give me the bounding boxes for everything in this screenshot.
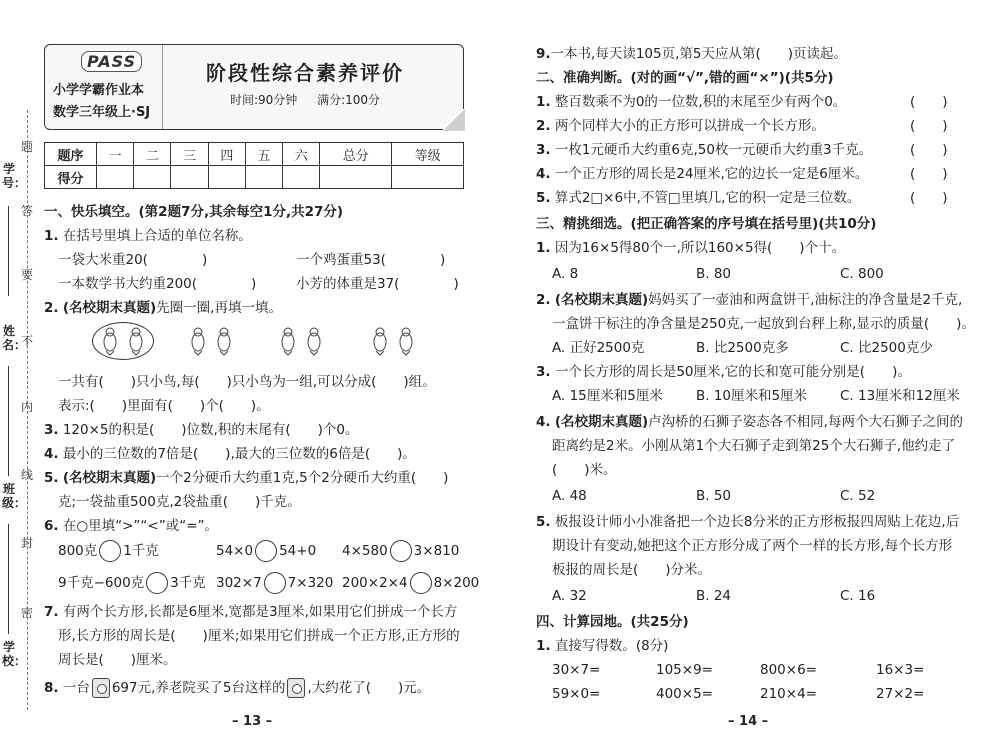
calc-item[interactable]: 16×3= — [876, 662, 925, 678]
score-cell[interactable] — [392, 166, 464, 189]
compare-left: 4×580 — [342, 543, 388, 559]
judge-text: 算式2□×6中,不管□里填几,它的积一定是三位数。 — [554, 190, 861, 206]
question-tag: (名校期末真题) — [62, 300, 157, 316]
compare-right: 7×320 — [287, 575, 334, 591]
question-number: 2. — [44, 300, 59, 316]
section-4-title: 四、计算园地。(共25分) — [536, 614, 689, 630]
judge-item — [536, 92, 846, 112]
question-number: 4. — [44, 446, 59, 462]
choice-2 — [536, 290, 962, 310]
book-name: 小学学霸作业本 — [53, 83, 145, 98]
bird-icon — [188, 326, 208, 356]
compare-item — [342, 540, 459, 562]
q2-line-b: 表示:( )里面有( )个( )。 — [58, 398, 270, 414]
judge-item — [536, 116, 825, 136]
bird-icon — [396, 326, 416, 356]
score-header: 一 — [97, 143, 134, 166]
compare-item — [58, 572, 206, 594]
score-cell[interactable] — [245, 166, 282, 189]
choice-1 — [536, 238, 845, 258]
score-header: 五 — [245, 143, 282, 166]
compare-item — [58, 540, 159, 562]
margin-line — [8, 206, 9, 296]
question-tag: (名校期末真题) — [62, 470, 157, 486]
header-brand — [45, 45, 163, 129]
judge-blank[interactable]: ( ) — [910, 190, 948, 206]
choice-option[interactable]: A. 正好2500克 — [552, 340, 645, 356]
choice-5-line-b: 期设计有变动,她把这个正方形分成了两个一样的长方形,每个长方形 — [552, 538, 953, 554]
compare-left: 54×0 — [216, 543, 254, 559]
calc-item[interactable]: 30×7= — [552, 662, 601, 678]
section-2-title: 二、准确判断。(对的画“√”,错的画“×”)(共5分) — [536, 70, 834, 86]
washing-machine-icon — [92, 678, 110, 698]
question-4 — [44, 444, 416, 464]
question-text: 在○里填“>”“<”或“=”。 — [62, 518, 219, 534]
q1-item-a: 一袋大米重20( ) — [58, 252, 208, 268]
choice-4-line-c: ( )米。 — [552, 462, 617, 478]
compare-item — [342, 572, 479, 594]
choice-3 — [536, 362, 911, 382]
choice-4 — [536, 412, 963, 432]
question-number: 4. — [536, 166, 551, 182]
bird-icon — [278, 326, 298, 356]
exam-meta — [185, 91, 425, 108]
question-text: 有两个长方形,长都是6厘米,宽都是3厘米,如果用它们拼成一个长方 — [62, 604, 458, 620]
q2-line-a: 一共有( )只小鸟,每( )只小鸟为一组,可以分成( )组。 — [58, 374, 436, 390]
margin-label-student-id: 学号： — [2, 162, 27, 190]
choice-option[interactable]: B. 10厘米和5厘米 — [696, 388, 808, 404]
q1-item-d: 小芳的体重是37( ) — [296, 276, 459, 292]
compare-right: 8×200 — [433, 575, 480, 591]
calc-item[interactable]: 400×5= — [656, 686, 713, 702]
compare-right: 1千克 — [123, 543, 159, 559]
choice-option[interactable]: B. 24 — [696, 588, 732, 604]
question-text: ,大约花了( )元。 — [307, 680, 431, 696]
question-text: 卢沟桥的石狮子姿态各不相同,每两个大石狮子之间的 — [648, 414, 963, 430]
question-8 — [44, 678, 430, 698]
bird-icon — [370, 326, 390, 356]
question-text: 直接写得数。(8分) — [554, 638, 669, 654]
question-9 — [536, 44, 847, 64]
binding-margin — [0, 110, 36, 710]
question-number: 1. — [536, 240, 551, 256]
washing-machine-icon — [287, 678, 305, 698]
score-cell[interactable] — [320, 166, 392, 189]
pass-logo: PASS — [81, 51, 142, 72]
q5-line-b: 克;一袋盐重500克,2袋盐重( )千克。 — [58, 494, 301, 510]
score-cell[interactable] — [208, 166, 245, 189]
question-text: 因为16×5得80个一,所以160×5得( )个十。 — [554, 240, 846, 256]
page-number-left: – 13 – — [232, 714, 273, 729]
score-header: 题序 — [45, 143, 97, 166]
exam-title: 阶段性综合素养评价 — [206, 61, 404, 85]
judge-blank[interactable]: ( ) — [910, 94, 948, 110]
question-number: 8. — [44, 680, 59, 696]
judge-item — [536, 164, 868, 184]
question-text: 妈妈买了一壶油和两盒饼干,油标注的净含量是2千克, — [648, 292, 963, 308]
question-number: 5. — [536, 190, 551, 206]
section-1-title: 一、快乐填空。(第2题7分,其余每空1分,共27分) — [44, 204, 344, 220]
calc-item[interactable]: 800×6= — [760, 662, 817, 678]
margin-word: 要 — [20, 268, 33, 282]
judge-text: 两个同样大小的正方形可以拼成一个长方形。 — [554, 118, 825, 134]
choice-5 — [536, 512, 959, 532]
question-6 — [44, 516, 218, 536]
question-number: 9. — [536, 46, 551, 62]
margin-word: 不 — [20, 334, 33, 348]
compare-left: 800克 — [58, 543, 98, 559]
grade-label: 数学三年级上·SJ — [53, 105, 151, 120]
q1-item-c: 一本数学书大约重200( ) — [58, 276, 257, 292]
choice-option[interactable]: A. 15厘米和5厘米 — [552, 388, 663, 404]
margin-word: 线 — [20, 468, 33, 482]
calc-item[interactable]: 210×4= — [760, 686, 817, 702]
question-text: 先圈一圈,再填一填。 — [156, 300, 282, 316]
page-curl-decoration — [443, 109, 465, 131]
question-text: 一本书,每天读105页,第5天应从第( )页读起。 — [550, 46, 848, 62]
choice-2-line-b: 一盒饼干标注的净含量是250克,一起放到台秤上称,显示的质量( )。 — [552, 316, 975, 332]
score-table — [44, 142, 464, 189]
choice-option[interactable]: C. 800 — [840, 266, 884, 282]
compare-right: 54+0 — [279, 543, 317, 559]
compare-circle[interactable] — [264, 572, 286, 594]
judge-item — [536, 140, 872, 160]
calc-question-1 — [536, 636, 668, 656]
bird-icon — [100, 326, 120, 356]
choice-option[interactable]: A. 32 — [552, 588, 587, 604]
exam-time: 时间:90分钟 — [229, 93, 298, 107]
question-text: 一个长方形的周长是50厘米,它的长和宽可能分别是( )。 — [554, 364, 911, 380]
judge-text: 整百数乘不为0的一位数,积的末尾至少有两个0。 — [554, 94, 847, 110]
margin-word: 内 — [20, 400, 33, 414]
compare-item — [216, 540, 316, 562]
choice-option[interactable]: B. 50 — [696, 488, 732, 504]
bird-icon — [126, 326, 146, 356]
page-number-right: – 14 – — [728, 714, 769, 729]
choice-option[interactable]: A. 48 — [552, 488, 587, 504]
exam-score: 满分:100分 — [317, 93, 381, 107]
margin-word: 封 — [20, 536, 33, 550]
margin-label-name: 姓名： — [2, 324, 27, 352]
score-row-label: 得分 — [45, 166, 97, 189]
question-number: 3. — [536, 364, 551, 380]
question-text: 697元,养老院买了5台这样的 — [111, 680, 286, 696]
margin-word: 答 — [20, 204, 33, 218]
choice-option[interactable]: B. 80 — [696, 266, 732, 282]
header-card — [44, 44, 464, 130]
compare-circle[interactable] — [146, 572, 168, 594]
score-header: 等级 — [392, 143, 464, 166]
question-number: 2. — [536, 292, 551, 308]
compare-left: 200×2×4 — [342, 575, 408, 591]
score-header: 六 — [283, 143, 320, 166]
score-cell[interactable] — [97, 166, 134, 189]
question-text: 板报设计师小小准备把一个边长8分米的正方形板报四周贴上花边,后 — [554, 514, 960, 530]
question-number: 3. — [536, 142, 551, 158]
question-number: 1. — [536, 94, 551, 110]
judge-item — [536, 188, 860, 208]
judge-blank[interactable]: ( ) — [910, 142, 948, 158]
question-number: 2. — [536, 118, 551, 134]
margin-word: 题 — [20, 140, 33, 154]
judge-text: 一个正方形的周长是24厘米,它的边长一定是6厘米。 — [554, 166, 869, 182]
question-number: 7. — [44, 604, 59, 620]
score-cell[interactable] — [134, 166, 171, 189]
question-number: 1. — [536, 638, 551, 654]
q7-line-c: 周长是( )厘米。 — [58, 652, 177, 668]
question-number: 5. — [536, 514, 551, 530]
bird-illustration — [92, 322, 452, 362]
question-tag: (名校期末真题) — [554, 292, 649, 308]
margin-line — [8, 366, 9, 476]
judge-blank[interactable]: ( ) — [910, 166, 948, 182]
question-number: 5. — [44, 470, 59, 486]
score-header: 三 — [171, 143, 208, 166]
question-text: 一个2分硬币大约重1克,5个2分硬币大约重( ) — [156, 470, 449, 486]
question-number: 6. — [44, 518, 59, 534]
compare-circle[interactable] — [255, 540, 277, 562]
question-number: 3. — [44, 422, 59, 438]
choice-5-line-c: 板报的周长是( )分米。 — [552, 562, 712, 578]
compare-left: 9千克−600克 — [58, 575, 145, 591]
margin-line — [8, 524, 9, 634]
question-3 — [44, 420, 358, 440]
q7-line-b: 形,长方形的周长是( )厘米;如果用它们拼成一个正方形,正方形的 — [58, 628, 460, 644]
compare-circle[interactable] — [410, 572, 432, 594]
question-text: 一台 — [62, 680, 90, 696]
question-text: 在括号里填上合适的单位名称。 — [62, 228, 252, 244]
bird-icon — [214, 326, 234, 356]
score-cell[interactable] — [171, 166, 208, 189]
judge-blank[interactable]: ( ) — [910, 118, 948, 134]
compare-right: 3×810 — [413, 543, 460, 559]
calc-item[interactable]: 105×9= — [656, 662, 713, 678]
score-cell[interactable] — [283, 166, 320, 189]
compare-circle[interactable] — [390, 540, 412, 562]
question-1 — [44, 226, 252, 246]
score-header: 总分 — [320, 143, 392, 166]
choice-option[interactable]: C. 比2500克少 — [840, 340, 933, 356]
question-2 — [44, 298, 282, 318]
choice-option[interactable]: A. 8 — [552, 266, 579, 282]
q1-item-b: 一个鸡蛋重53( ) — [296, 252, 446, 268]
question-text: 最小的三位数的7倍是( ),最大的三位数的6倍是( )。 — [62, 446, 416, 462]
question-number: 1. — [44, 228, 59, 244]
question-7 — [44, 602, 457, 622]
margin-label-class: 班级： — [2, 482, 27, 510]
choice-option[interactable]: C. 52 — [840, 488, 876, 504]
judge-text: 一枚1元硬币大约重6克,50枚一元硬币大约重3千克。 — [554, 142, 873, 158]
question-text: 120×5的积是( )位数,积的末尾有( )个0。 — [62, 422, 359, 438]
question-tag: (名校期末真题) — [554, 414, 649, 430]
compare-item — [216, 572, 333, 594]
compare-circle[interactable] — [99, 540, 121, 562]
bird-icon — [304, 326, 324, 356]
section-3-title: 三、精挑细选。(把正确答案的序号填在括号里)(共10分) — [536, 216, 877, 232]
question-5 — [44, 468, 448, 488]
choice-option[interactable]: B. 比2500克多 — [696, 340, 789, 356]
margin-word: 密 — [20, 606, 33, 620]
score-header: 四 — [208, 143, 245, 166]
score-header: 二 — [134, 143, 171, 166]
choice-4-line-b: 距离约是2米。小刚从第1个大石狮子走到第25个大石狮子,他约走了 — [552, 438, 956, 454]
compare-right: 3千克 — [170, 575, 206, 591]
margin-label-school: 学校： — [2, 640, 27, 668]
choice-option[interactable]: C. 13厘米和12厘米 — [840, 388, 960, 404]
calc-item[interactable]: 59×0= — [552, 686, 601, 702]
calc-item[interactable]: 27×2= — [876, 686, 925, 702]
question-number: 4. — [536, 414, 551, 430]
compare-left: 302×7 — [216, 575, 262, 591]
choice-option[interactable]: C. 16 — [840, 588, 876, 604]
